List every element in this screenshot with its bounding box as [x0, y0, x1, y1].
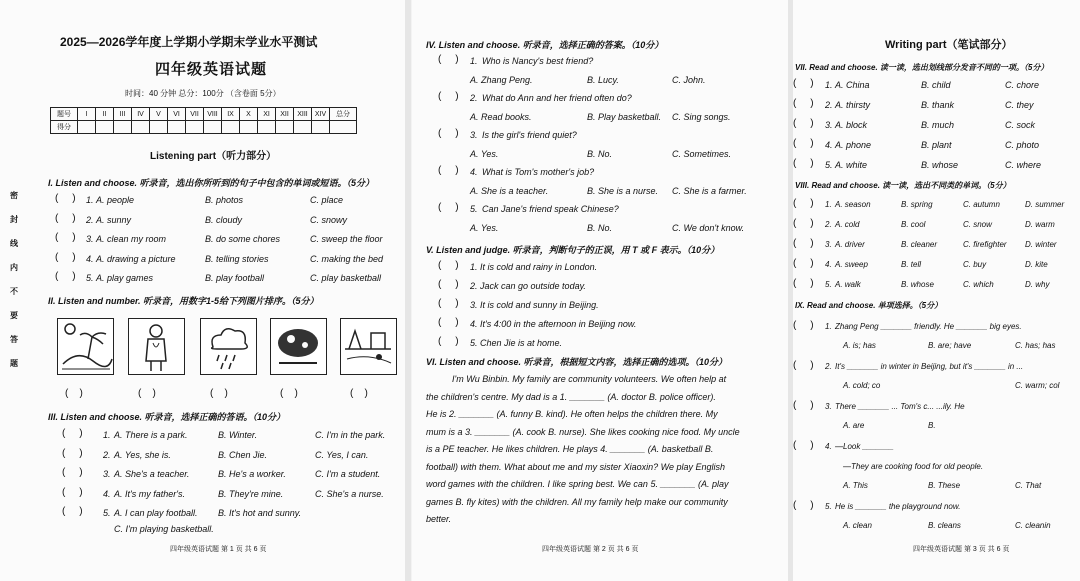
option-c[interactable]: C. Sometimes.: [672, 149, 732, 159]
cooking-image: [271, 319, 326, 374]
answer-paren[interactable]: ( ): [793, 238, 814, 249]
score-table-header-cell: X: [240, 108, 258, 121]
option-a[interactable]: A. thirsty: [835, 100, 871, 110]
judge-statement: 1. It is cold and rainy in London.: [470, 262, 598, 272]
answer-paren[interactable]: ( ): [55, 212, 76, 224]
option-b[interactable]: B. whose: [921, 160, 959, 170]
option-b[interactable]: B. play football: [205, 273, 265, 283]
option-b[interactable]: B. cleaner: [901, 240, 938, 249]
option-a[interactable]: A. Read books.: [470, 112, 532, 122]
answer-paren[interactable]: ( ): [793, 360, 814, 371]
option-b[interactable]: B. Chen Jie.: [218, 449, 268, 460]
score-table: [50, 107, 357, 134]
option-c[interactable]: C. play basketball: [310, 273, 382, 283]
option-c[interactable]: C. cleanin: [1015, 521, 1051, 530]
option-d[interactable]: D. winter: [1025, 240, 1057, 249]
item-number: 2.: [825, 220, 832, 229]
score-table-cell[interactable]: [114, 121, 132, 134]
page-3-footer: 四年级英语试题 第 3 页 共 6 页: [913, 546, 1010, 553]
item-number: 4.: [103, 488, 111, 499]
answer-paren[interactable]: ( ): [438, 91, 459, 102]
score-table-cell[interactable]: [132, 121, 150, 134]
option-c[interactable]: C. photo: [1005, 140, 1040, 150]
option-a[interactable]: A. I can play football.: [114, 508, 198, 518]
score-table-cell[interactable]: [240, 121, 258, 134]
item-number: 4.: [86, 253, 94, 264]
score-table-row-label: 得分: [51, 121, 78, 134]
option-c[interactable]: C. place: [310, 195, 344, 205]
score-table-cell[interactable]: [258, 121, 276, 134]
option-a[interactable]: A. Yes.: [470, 223, 499, 233]
option-b[interactable]: B. cloudy: [205, 214, 243, 225]
option-c[interactable]: C. firefighter: [963, 240, 1007, 249]
score-table-header-cell: II: [96, 108, 114, 121]
score-table-header-cell: VIII: [204, 108, 222, 121]
seal-line-char: 要: [10, 311, 18, 320]
item-number: 2.: [86, 214, 94, 225]
score-table-header-cell: VI: [168, 108, 186, 121]
option-a[interactable]: A. clean my room: [96, 234, 167, 244]
option-a[interactable]: A. Yes, she is.: [114, 449, 171, 460]
exam-subtitle: 四年级英语试题: [155, 61, 268, 78]
option-a[interactable]: A. drawing a picture: [96, 253, 176, 264]
option-a[interactable]: A. She is a teacher.: [470, 186, 549, 196]
option-a[interactable]: A. She's a teacher.: [114, 469, 190, 479]
answer-paren[interactable]: ( ): [793, 440, 814, 451]
answer-paren[interactable]: ( ): [793, 278, 814, 289]
option-b[interactable]: B. cleans: [928, 521, 961, 530]
option-a[interactable]: A. Yes.: [470, 149, 499, 159]
option-c[interactable]: C. sweep the floor: [310, 234, 383, 244]
score-table-header-cell: XIII: [294, 108, 312, 121]
answer-paren[interactable]: ( ): [62, 428, 83, 439]
passage-line: football) with them. What about me and my sister Xiaoxin? We play English: [426, 461, 725, 472]
answer-paren[interactable]: ( ): [793, 118, 814, 129]
answer-paren[interactable]: ( ): [438, 128, 459, 139]
answer-paren[interactable]: ( ): [62, 486, 83, 498]
answer-paren[interactable]: ( ): [62, 506, 83, 517]
section-9-heading: IX. Read and choose. 单项选择。（5分）: [795, 301, 943, 310]
option-b[interactable]: B. Winter.: [218, 430, 258, 440]
option-d[interactable]: D. why: [1025, 280, 1050, 289]
exam-page-2: [412, 0, 788, 581]
item-number: 1.: [103, 430, 111, 440]
option-c[interactable]: C. where: [1005, 160, 1042, 170]
picture-answer-5[interactable]: ( ): [350, 388, 368, 399]
option-b[interactable]: B. It's hot and sunny.: [218, 508, 302, 518]
question-text: He is _______ the playground now.: [835, 502, 961, 511]
section-2-heading: II. Listen and number. 听录音，用数字1-5给下列图片排序。（5分）: [48, 296, 319, 306]
option-a[interactable]: A. sunny: [96, 214, 132, 225]
passage-line: is a PE teacher. He likes children. He plays 4. _______ (A. basketball B.: [426, 444, 714, 454]
option-c[interactable]: C. which: [963, 280, 994, 289]
seal-line-char: 密: [10, 191, 18, 200]
option-c[interactable]: C. John.: [672, 75, 706, 85]
answer-paren[interactable]: ( ): [55, 251, 76, 263]
writing-part-heading: Writing part（笔试部分）: [885, 39, 1013, 51]
seal-line-char: 内: [10, 263, 18, 272]
item-number: 1.: [825, 80, 833, 90]
picture-answer-3[interactable]: ( ): [210, 388, 228, 399]
judge-paren[interactable]: ( ): [438, 260, 459, 271]
answer-paren[interactable]: ( ): [793, 198, 814, 209]
score-table-header-cell: VII: [186, 108, 204, 121]
seal-line-char: 题: [10, 359, 18, 368]
item-number: 2.: [103, 449, 111, 460]
question-text: It's _______ in winter in Beijing, but it's _______ in ...: [835, 362, 1024, 371]
answer-paren[interactable]: ( ): [438, 165, 459, 176]
item-number: 5.: [103, 508, 111, 518]
option-b[interactable]: B.: [928, 421, 936, 430]
score-table-cell[interactable]: [150, 121, 168, 134]
score-table-header-cell: 题号: [51, 108, 78, 121]
score-table-cell[interactable]: [78, 121, 96, 134]
question-text: What do Ann and her friend often do?: [482, 93, 632, 103]
option-b[interactable]: B. Lucy.: [587, 75, 619, 85]
score-table-cell[interactable]: [186, 121, 204, 134]
item-number: 3.: [103, 469, 111, 479]
passage-line: He is 2. _______ (A. funny B. kind). He often helps the children there. My: [426, 409, 718, 419]
section-5-heading: V. Listen and judge. 听录音，判断句子的正误，用 T 或 F 表示。（10分）: [426, 245, 720, 255]
option-b[interactable]: B. spring: [901, 200, 933, 209]
item-number: 4.: [825, 260, 832, 269]
item-number: 1.: [470, 56, 478, 66]
option-b[interactable]: B. No.: [587, 149, 613, 159]
item-number: 3.: [86, 234, 94, 244]
option-a[interactable]: A. people: [96, 195, 135, 205]
option-a[interactable]: A. China: [835, 80, 870, 90]
score-table-header-cell: XII: [276, 108, 294, 121]
option-a[interactable]: A. is; has: [843, 341, 876, 350]
seal-line-char: 不: [10, 287, 18, 296]
option-a[interactable]: A. clean: [843, 521, 872, 530]
item-number: 3.: [825, 120, 833, 130]
section-8-heading: VIII. Read and choose. 读一读，选出不同类的单词。（5分）: [795, 181, 1011, 190]
score-table-cell[interactable]: [96, 121, 114, 134]
option-c[interactable]: C. I'm a student.: [315, 469, 381, 479]
option-b[interactable]: B. much: [921, 120, 955, 130]
option-b[interactable]: B. are; have: [928, 341, 972, 350]
score-table-cell[interactable]: [168, 121, 186, 134]
exam-title: 2025—2026学年度上学期小学期末学业水平测试: [60, 35, 318, 49]
option-a[interactable]: A. cold; co: [843, 381, 881, 390]
picture-answer-2[interactable]: ( ): [138, 388, 156, 399]
item-number: 2.: [825, 100, 833, 110]
listening-part-heading: Listening part（听力部分）: [150, 151, 277, 162]
option-a[interactable]: A. season: [835, 200, 871, 209]
answer-paren[interactable]: ( ): [793, 400, 814, 411]
question-text: —They are cooking food for old people.: [843, 462, 984, 471]
option-b[interactable]: B. thank: [921, 100, 955, 110]
item-number: 5.: [825, 160, 833, 170]
option-a[interactable]: A. driver: [835, 240, 865, 249]
option-c[interactable]: C. snow: [963, 220, 992, 229]
page-2-footer: 四年级英语试题 第 2 页 共 6 页: [542, 546, 639, 553]
answer-paren[interactable]: ( ): [793, 500, 814, 511]
option-a[interactable]: A. walk: [835, 280, 861, 289]
item-number: 2.: [470, 93, 478, 103]
score-table-header-cell: I: [78, 108, 96, 121]
option-c[interactable]: C. I'm playing basketball.: [114, 524, 214, 534]
option-b[interactable]: B. whose: [901, 280, 934, 289]
section-4-heading: IV. Listen and choose. 听录音，选择正确的答案。（10分）: [426, 40, 664, 50]
option-a[interactable]: A. white: [835, 160, 868, 170]
option-b[interactable]: B. tell: [901, 260, 922, 269]
option-a[interactable]: A. There is a park.: [114, 430, 188, 440]
item-number: 2.: [825, 362, 832, 371]
question-text: —Look _______: [835, 442, 894, 451]
question-text: Can Jane's friend speak Chinese?: [482, 204, 619, 214]
judge-paren[interactable]: ( ): [438, 336, 459, 347]
question-text: What is Tom's mother's job?: [482, 167, 595, 177]
option-c[interactable]: C. has; has: [1015, 341, 1056, 350]
section-3-heading: III. Listen and choose. 听录音，选择正确的答语。（10分）: [48, 412, 286, 422]
answer-paren[interactable]: ( ): [62, 467, 83, 478]
score-table-header-cell: IX: [222, 108, 240, 121]
option-c[interactable]: C. She's a nurse.: [315, 488, 384, 499]
option-a[interactable]: A. play games: [96, 273, 154, 283]
picture-answer-1[interactable]: ( ): [65, 388, 83, 399]
option-c[interactable]: C. She is a farmer.: [672, 186, 747, 196]
score-table-cell[interactable]: [222, 121, 240, 134]
option-d[interactable]: D. kite: [1025, 260, 1048, 269]
option-d[interactable]: D. warm: [1025, 220, 1055, 229]
judge-statement: 5. Chen Jie is at home.: [470, 338, 563, 348]
page-1-footer: 四年级英语试题 第 1 页 共 6 页: [170, 546, 267, 553]
answer-paren[interactable]: ( ): [55, 232, 76, 243]
option-c[interactable]: C. That: [1015, 481, 1042, 490]
option-a[interactable]: A. cold: [835, 220, 860, 229]
score-table-header-cell: V: [150, 108, 168, 121]
question-text: There _______ ... Tom's c... ...ily. He: [835, 402, 965, 411]
passage-line: word games with the children. I like spring best. We can 5. _______ (A. play: [426, 479, 729, 489]
score-table-header-cell: 总分: [330, 108, 357, 121]
playground-image: [341, 319, 396, 374]
option-a[interactable]: A. sweep: [835, 260, 868, 269]
seal-line-char: 答: [10, 335, 18, 344]
question-text: Who is Nancy's best friend?: [482, 56, 594, 66]
option-c[interactable]: C. I'm in the park.: [315, 430, 386, 440]
answer-paren[interactable]: ( ): [793, 78, 814, 89]
score-table-header-cell: XI: [258, 108, 276, 121]
item-number: 1.: [86, 195, 94, 205]
answer-paren[interactable]: ( ): [55, 193, 76, 204]
judge-paren[interactable]: ( ): [438, 317, 459, 328]
item-number: 5.: [825, 280, 832, 289]
option-a[interactable]: A. phone: [835, 140, 872, 150]
answer-paren[interactable]: ( ): [793, 138, 814, 149]
answer-paren[interactable]: ( ): [438, 202, 459, 213]
option-b[interactable]: B. plant: [921, 140, 952, 150]
picture-answer-4[interactable]: ( ): [280, 388, 298, 399]
picture-playground: [340, 318, 397, 375]
answer-paren[interactable]: ( ): [793, 218, 814, 229]
option-b[interactable]: B. No.: [587, 223, 613, 233]
option-b[interactable]: B. They're mine.: [218, 488, 284, 499]
exam-page-3: [793, 0, 1080, 581]
answer-paren[interactable]: ( ): [793, 158, 814, 169]
option-c[interactable]: C. sock: [1005, 120, 1036, 130]
option-a[interactable]: A. block: [835, 120, 868, 130]
answer-paren[interactable]: ( ): [55, 271, 76, 282]
section-1-heading: I. Listen and choose. 听录音，选出你所听到的句子中包含的单词或短语。（5分）: [48, 178, 375, 188]
passage-line: the children's centre. My dad is a 1. _______ (A. doctor B. police officer).: [426, 391, 716, 402]
score-table-header-cell: IV: [132, 108, 150, 121]
option-c[interactable]: C. We don't know.: [672, 223, 745, 233]
item-number: 5.: [825, 502, 832, 511]
option-b[interactable]: B. She is a nurse.: [587, 186, 659, 196]
option-b[interactable]: B. Play basketball.: [587, 112, 662, 122]
item-number: 5.: [86, 273, 94, 283]
judge-statement: 2. Jack can go outside today.: [470, 281, 586, 291]
passage-line: better.: [426, 514, 452, 524]
option-b[interactable]: B. He's a worker.: [218, 469, 286, 479]
option-a[interactable]: A. This: [843, 481, 868, 490]
picture-rain: [200, 318, 257, 375]
option-c[interactable]: C. autumn: [963, 200, 1000, 209]
section-7-heading: VII. Read and choose. 读一读，选出划线部分发音不同的一项。（5分）: [795, 63, 1049, 72]
rain-cloud-image: [201, 319, 256, 374]
item-number: 3.: [825, 402, 832, 411]
item-number: 4.: [470, 167, 478, 177]
option-b[interactable]: B. do some chores: [205, 234, 281, 244]
score-table-cell[interactable]: [312, 121, 330, 134]
answer-paren[interactable]: ( ): [62, 447, 83, 459]
beach-image: [58, 319, 113, 374]
item-number: 3.: [470, 130, 478, 140]
score-table-cell[interactable]: [294, 121, 312, 134]
score-table-cell[interactable]: [204, 121, 222, 134]
passage-line: I'm Wu Binbin. My family are community volunteers. We often help at: [452, 374, 727, 384]
option-b[interactable]: B. photos: [205, 195, 244, 205]
judge-statement: 4. It's 4:00 in the afternoon in Beijing now.: [470, 319, 637, 329]
option-b[interactable]: B. These: [928, 481, 961, 490]
passage-line: mum is a 3. _______ (A. cook B. nurse). She likes cooking nice food. My uncle: [426, 426, 740, 437]
doctor-image: [129, 319, 184, 374]
option-b[interactable]: B. cool: [901, 220, 926, 229]
option-c[interactable]: C. Sing songs.: [672, 112, 731, 122]
picture-doctor: [128, 318, 185, 375]
item-number: 3.: [825, 240, 832, 249]
item-number: 1.: [825, 200, 832, 209]
question-text: Is the girl's friend quiet?: [482, 130, 577, 140]
option-d[interactable]: D. summer: [1025, 200, 1065, 209]
picture-cooking: [270, 318, 327, 375]
option-a[interactable]: A. are: [843, 421, 865, 430]
option-c[interactable]: C. buy: [963, 260, 987, 269]
option-c[interactable]: C. chore: [1005, 80, 1040, 90]
exam-page-1: [0, 0, 405, 581]
seal-line-char: 封: [10, 215, 18, 224]
picture-beach: [57, 318, 114, 375]
option-b[interactable]: B. child: [921, 80, 951, 90]
score-table-header-cell: III: [114, 108, 132, 121]
question-text: Zhang Peng _______ friendly. He _______ big eyes.: [835, 322, 1022, 331]
judge-paren[interactable]: ( ): [438, 279, 459, 290]
exam-time-info: 时间：40 分钟 总分：100分 （含卷面 5分）: [125, 89, 281, 98]
judge-paren[interactable]: ( ): [438, 298, 459, 309]
score-table-header-cell: XIV: [312, 108, 330, 121]
answer-paren[interactable]: ( ): [793, 258, 814, 269]
item-number: 5.: [470, 204, 478, 214]
option-c[interactable]: C. making the bed: [310, 253, 384, 264]
option-c[interactable]: C. Yes, I can.: [315, 449, 369, 460]
answer-paren[interactable]: ( ): [793, 320, 814, 331]
option-a[interactable]: A. It's my father's.: [114, 488, 185, 499]
score-table-cell[interactable]: [330, 121, 357, 134]
option-c[interactable]: C. they: [1005, 100, 1034, 110]
item-number: 4.: [825, 442, 832, 451]
score-table-cell[interactable]: [276, 121, 294, 134]
option-a[interactable]: A. Zhang Peng.: [470, 75, 533, 85]
answer-paren[interactable]: ( ): [793, 98, 814, 109]
section-6-heading: VI. Listen and choose. 听录音，根据短文内容，选择正确的选项。（10分）: [426, 357, 728, 367]
answer-paren[interactable]: ( ): [438, 54, 459, 65]
seal-line-char: 线: [10, 239, 18, 248]
passage-line: games B. fly kites) with the children. All my family help make our community: [426, 496, 728, 507]
option-c[interactable]: C. snowy: [310, 214, 348, 225]
item-number: 1.: [825, 322, 832, 331]
option-b[interactable]: B. telling stories: [205, 253, 269, 264]
option-c[interactable]: C. warm; col: [1015, 381, 1060, 390]
item-number: 4.: [825, 140, 833, 150]
page-divider: [405, 0, 411, 581]
judge-statement: 3. It is cold and sunny in Beijing.: [470, 300, 599, 310]
